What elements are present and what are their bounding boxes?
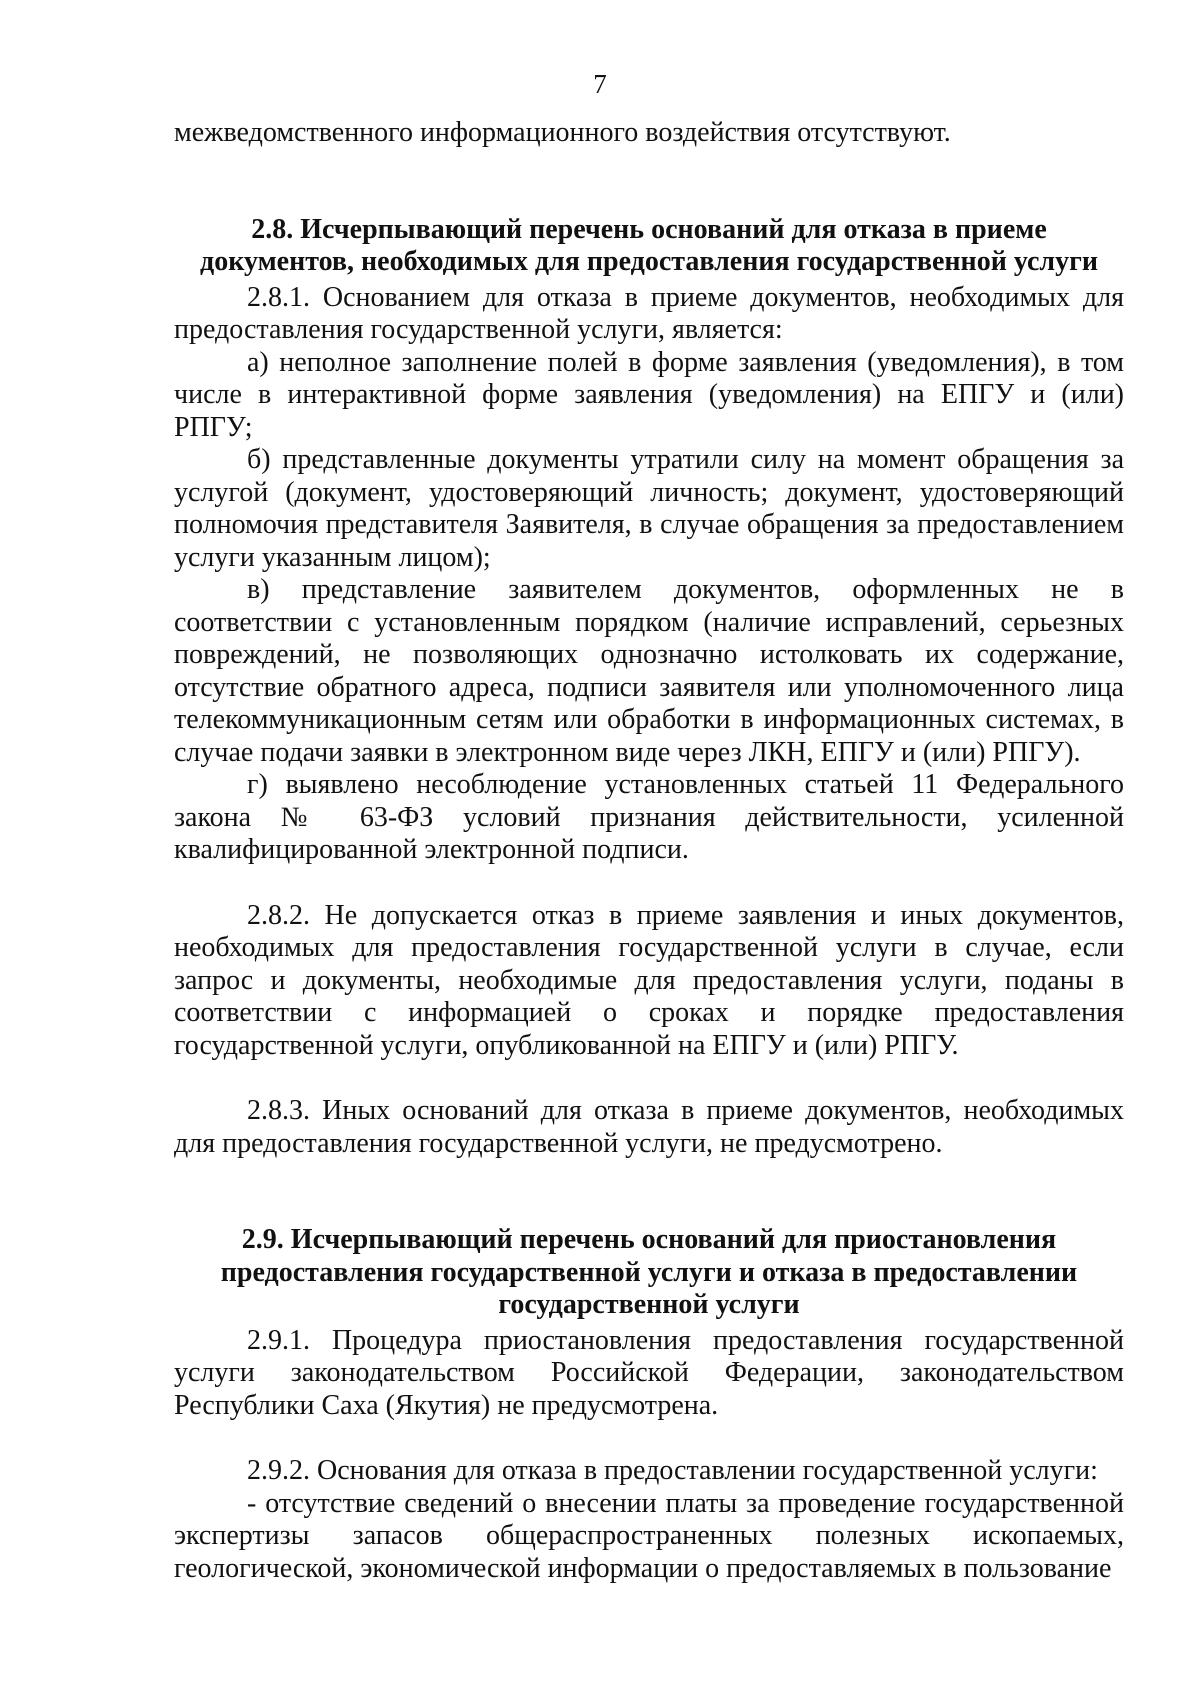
- section-2-8-heading: 2.8. Исчерпывающий перечень оснований для отказа в приеме документов, необходимых для предоставления государственной услуги: [200, 213, 1098, 277]
- section-2-9-heading: 2.9. Исчерпывающий перечень оснований для приостановления предоставления государственной услуги и отказа в предоставлении государственной услуги: [220, 1224, 1078, 1320]
- paragraph-2-9-1: 2.9.1. Процедура приостановления предоставления государственной услуги законодательством Российской Федерации, законодательством Республики Саха (Якутия) не предусмотрена.: [174, 1324, 1124, 1421]
- paragraph-2-8-1: 2.8.1. Основанием для отказа в приеме документов, необходимых для предоставления государственной услуги, является:: [174, 281, 1124, 345]
- list-item-a: а) неполное заполнение полей в форме заявления (уведомления), в том числе в интерактивной форме заявления (уведомления) на ЕПГУ и (или) РПГУ;: [174, 346, 1124, 443]
- paragraph-2-9-2: 2.9.2. Основания для отказа в предоставлении государственной услуги:: [247, 1455, 1098, 1486]
- page-number: 7: [593, 69, 607, 99]
- list-item-v: в) представление заявителем документов, оформленных не в соответствии с установленным порядком (наличие исправлений, серьезных повреждений, не позволяющих однозначно истолковать их содержание, отсутствие обратного адреса, подписи заявителя или уполномоченного лица телекоммуникационным сетям или обработки в информационных системах, в случае подачи заявки в электронном виде через ЛКН, ЕПГУ и (или) РПГУ).: [174, 574, 1124, 768]
- paragraph-2-8-2: 2.8.2. Не допускается отказ в приеме заявления и иных документов, необходимых для предоставления государственной услуги в случае, если запрос и документы, необходимые для предоставления услуги, поданы в соответствии с информацией о сроках и порядке предоставления государственной услуги, опубликованной на ЕПГУ и (или) РПГУ.: [174, 899, 1124, 1061]
- intro-line: межведомственного информационного воздействия отсутствуют.: [174, 117, 951, 148]
- list-item-b: б) представленные документы утратили силу на момент обращения за услугой (документ, удостоверяющий личность; документ, удостоверяющий полномочия представителя Заявителя, в случае обращения за предоставлением услуги указанным лицом);: [174, 444, 1124, 573]
- page-content: [174, 117, 1124, 1585]
- paragraph-2-8-3: 2.8.3. Иных оснований для отказа в приеме документов, необходимых для предоставления государственной услуги, не предусмотрено.: [174, 1095, 1124, 1159]
- list-item-g: г) выявлено несоблюдение установленных статьей 11 Федерального закона № 63-ФЗ условий признания действительности, усиленной квалифицированной электронной подписи.: [174, 769, 1124, 865]
- list-item-dash: - отсутствие сведений о внесении платы за проведение государственной экспертизы запасов общераспространенных полезных ископаемых, геологической, экономической информации о предоставляемых в пользование: [174, 1487, 1124, 1584]
